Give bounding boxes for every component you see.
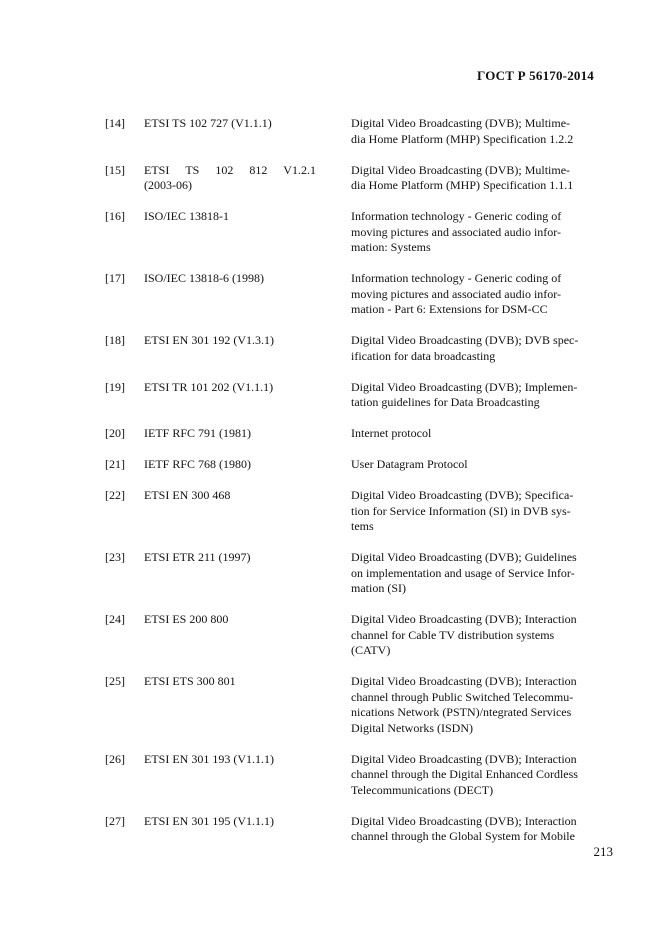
- reference-title-line: Digital Video Broadcasting (DVB); Multime-: [351, 116, 571, 130]
- reference-title-line: Digital Video Broadcasting (DVB); Interaction: [351, 813, 577, 828]
- reference-title-line: channel through the Global System for Mobile: [351, 829, 575, 843]
- reference-code: IETF RFC 768 (1980): [144, 457, 252, 471]
- reference-code: ETSI ETR 211 (1997): [144, 550, 251, 564]
- reference-code: IETF RFC 791 (1981): [144, 426, 252, 440]
- reference-entry: [0, 457, 661, 473]
- reference-title-line: Digital Video Broadcasting (DVB); Interaction: [351, 751, 577, 766]
- reference-title: [351, 426, 609, 442]
- reference-entry: [0, 752, 661, 799]
- reference-code: ISO/IEC 13818-1: [144, 209, 229, 223]
- reference-number: [14]: [105, 116, 125, 130]
- reference-number: [20]: [105, 426, 125, 440]
- reference-number: [15]: [105, 162, 125, 177]
- reference-entry: [0, 426, 661, 442]
- reference-title-line: mation: Systems: [351, 240, 431, 254]
- reference-title-line: dia Home Platform (MHP) Specification 1.2.2: [351, 131, 574, 146]
- reference-code: ETSI EN 301 195 (V1.1.1): [144, 813, 274, 828]
- reference-number: [19]: [105, 379, 125, 394]
- reference-code-line: ETSI TS 102 812 V1.2.1: [144, 162, 316, 177]
- reference-number: [17]: [105, 271, 125, 285]
- reference-title-line: mation (SI): [351, 581, 406, 595]
- reference-title: [351, 380, 609, 411]
- reference-title-line: tation guidelines for Data Broadcasting: [351, 395, 540, 409]
- reference-number: [26]: [105, 751, 125, 766]
- reference-title-line: (CATV): [351, 643, 391, 657]
- reference-title: [351, 116, 609, 147]
- reference-entry: [0, 550, 661, 597]
- reference-number: [22]: [105, 488, 125, 502]
- page-number: 213: [593, 844, 613, 859]
- reference-title: [351, 209, 609, 256]
- reference-entry: [0, 163, 661, 194]
- reference-code: ETSI EN 301 193 (V1.1.1): [144, 751, 274, 766]
- reference-number: [27]: [105, 813, 125, 828]
- reference-entry: [0, 814, 661, 845]
- reference-title: [351, 612, 609, 659]
- reference-number: [24]: [105, 612, 125, 626]
- reference-code: [144, 163, 316, 194]
- reference-entry: [0, 116, 661, 147]
- reference-title: [351, 163, 609, 194]
- reference-number: [25]: [105, 674, 125, 688]
- reference-title-line: dia Home Platform (MHP) Specification 1.1.1: [351, 178, 574, 192]
- reference-title-line: moving pictures and associated audio infor-: [351, 286, 562, 301]
- reference-title-line: Digital Video Broadcasting (DVB); Interaction: [351, 674, 577, 688]
- document-header-standard: ГОСТ Р 56170-2014: [477, 68, 594, 83]
- reference-number: [16]: [105, 209, 125, 223]
- reference-code: ISO/IEC 13818-6 (1998): [144, 271, 264, 285]
- reference-title-line: ification for data broadcasting: [351, 348, 496, 363]
- reference-code: ETSI ES 200 800: [144, 612, 229, 626]
- reference-code: ETSI ETS 300 801: [144, 674, 236, 688]
- reference-code: ETSI EN 300 468: [144, 488, 231, 502]
- reference-title-line: nications Network (PSTN)/ntegrated Services: [351, 705, 572, 719]
- reference-title: [351, 674, 609, 736]
- reference-entry: [0, 333, 661, 364]
- reference-title: [351, 814, 609, 845]
- reference-entry: [0, 674, 661, 736]
- reference-code: ETSI EN 301 192 (V1.3.1): [144, 333, 274, 347]
- reference-title: [351, 550, 609, 597]
- reference-title: [351, 488, 609, 535]
- reference-code: ETSI TR 101 202 (V1.1.1): [144, 379, 274, 394]
- reference-title-line: Internet protocol: [351, 426, 432, 440]
- reference-title: [351, 271, 609, 318]
- reference-title-line: Information technology - Generic coding of: [351, 209, 562, 223]
- reference-code-line: (2003-06): [144, 178, 192, 192]
- reference-title: [351, 333, 609, 364]
- reference-title-line: tion for Service Information (SI) in DVB sys-: [351, 503, 571, 518]
- reference-number: [21]: [105, 457, 125, 471]
- reference-number: [18]: [105, 333, 125, 347]
- reference-title-line: moving pictures and associated audio infor-: [351, 224, 562, 239]
- reference-list: [0, 116, 661, 860]
- reference-entry: [0, 271, 661, 318]
- reference-title-line: Digital Video Broadcasting (DVB); Implemen-: [351, 379, 578, 394]
- reference-title-line: Digital Video Broadcasting (DVB); Specifica-: [351, 488, 574, 502]
- reference-title-line: Digital Video Broadcasting (DVB); Interaction: [351, 612, 577, 626]
- reference-entry: [0, 209, 661, 256]
- reference-title-line: Digital Video Broadcasting (DVB); DVB spec-: [351, 333, 579, 347]
- reference-title-line: Digital Video Broadcasting (DVB); Multime-: [351, 162, 571, 177]
- reference-title-line: Digital Video Broadcasting (DVB); Guidelines: [351, 550, 577, 564]
- reference-title-line: User Datagram Protocol: [351, 457, 468, 471]
- reference-title-line: channel through Public Switched Telecommu-: [351, 689, 574, 704]
- reference-title-line: on implementation and usage of Service Infor-: [351, 565, 575, 580]
- reference-code: ETSI TS 102 727 (V1.1.1): [144, 116, 272, 130]
- reference-entry: [0, 380, 661, 411]
- reference-title-line: mation - Part 6: Extensions for DSM-CC: [351, 302, 548, 316]
- reference-title-line: tems: [351, 519, 374, 533]
- reference-title-line: channel for Cable TV distribution systems: [351, 627, 555, 642]
- reference-title: [351, 457, 609, 473]
- reference-title-line: channel through the Digital Enhanced Cordless: [351, 767, 578, 781]
- reference-title-line: Information technology - Generic coding of: [351, 271, 562, 285]
- reference-title-line: Digital Networks (ISDN): [351, 720, 473, 735]
- reference-number: [23]: [105, 550, 125, 564]
- reference-title: [351, 752, 609, 799]
- reference-entry: [0, 488, 661, 535]
- reference-title-line: Telecommunications (DECT): [351, 782, 494, 797]
- reference-entry: [0, 612, 661, 659]
